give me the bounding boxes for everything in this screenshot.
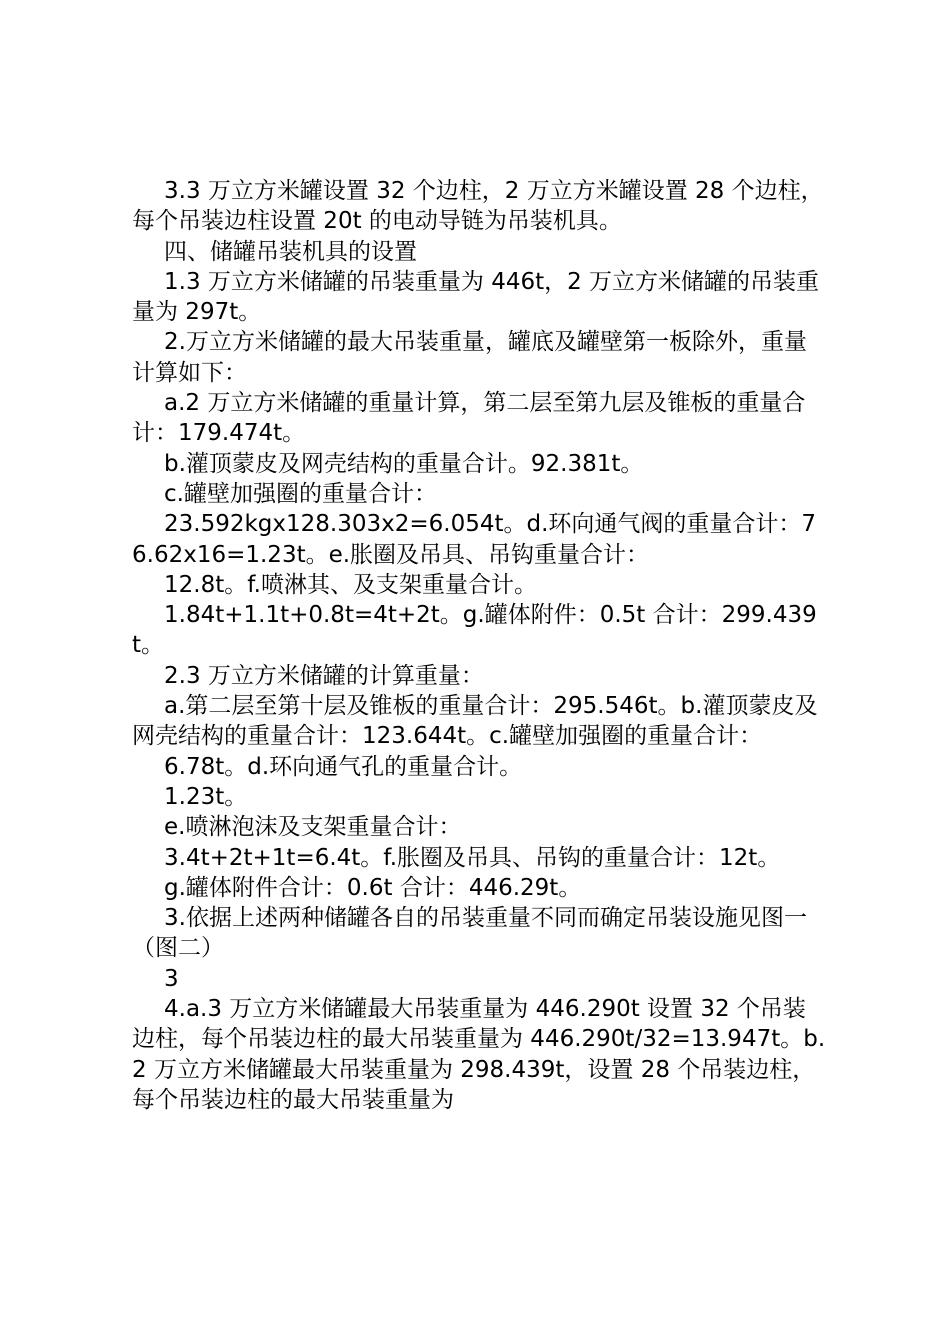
paragraph-18: 4.a.3 万立方米储罐最大吊装重量为 446.290t 设置 32 个吊装边柱，每个吊装边柱的最大吊装重量为 446.290t/32=13.947t。b.2 万立方米储罐最大吊装重量为 298.439t，设置 28 个吊装边柱，每个吊装边柱的最大吊装重量为: [132, 996, 826, 1113]
paragraph-11: a.第二层至第十层及锥板的重量合计：295.546t。b.灌顶蒙皮及网壳结构的重量合计：123.644t。c.罐壁加强圈的重量合计：: [132, 693, 818, 750]
paragraph-13: 1.23t。: [164, 783, 248, 810]
paragraph-8: 12.8t。f.喷淋其、及支架重量合计。: [164, 571, 537, 598]
paragraph-4: a.2 万立方米储罐的重量计算，第二层至第九层及锥板的重量合计：179.474t。: [132, 390, 806, 447]
paragraph-6: c.罐壁加强圈的重量合计：: [164, 480, 437, 507]
paragraph-17: 3.依据上述两种储罐各自的吊装重量不同而确定吊装设施见图一（图二）: [132, 905, 807, 962]
paragraph-7: 23.592kgx128.303x2=6.054t。d.环向通气阀的重量合计：76.62x16=1.23t。e.胀圈及吊具、吊钩重量合计：: [132, 511, 817, 568]
paragraph-12: 6.78t。d.环向通气孔的重量合计。: [164, 753, 523, 780]
paragraph-3: 2.万立方米储罐的最大吊装重量，罐底及罐壁第一板除外，重量计算如下：: [132, 329, 807, 386]
paragraph-2: 1.3 万立方米储罐的吊装重量为 446t，2 万立方米储罐的吊装重量为 297t。: [132, 268, 820, 326]
paragraph-10: 2.3 万立方米储罐的计算重量：: [164, 662, 484, 689]
paragraph-16: g.罐体附件合计：0.6t 合计：446.29t。: [164, 874, 582, 901]
paragraph-5: b.灌顶蒙皮及网壳结构的重量合计。92.381t。: [164, 450, 644, 477]
section-heading-4: 四、储罐吊装机具的设置: [164, 238, 417, 265]
paragraph-15: 3.4t+2t+1t=6.4t。f.胀圈及吊具、吊钩的重量合计：12t。: [164, 844, 781, 871]
page-number: 3: [164, 965, 179, 992]
document-body: [132, 176, 828, 1115]
paragraph-9: 1.84t+1.1t+0.8t=4t+2t。g.罐体附件：0.5t 合计：299.439t。: [132, 602, 817, 659]
paragraph-1: 3.3 万立方米罐设置 32 个边柱，2 万立方米罐设置 28 个边柱，每个吊装边柱设置 20t 的电动导链为吊装机具。: [132, 178, 824, 235]
paragraph-14: e.喷淋泡沫及支架重量合计：: [164, 814, 462, 841]
